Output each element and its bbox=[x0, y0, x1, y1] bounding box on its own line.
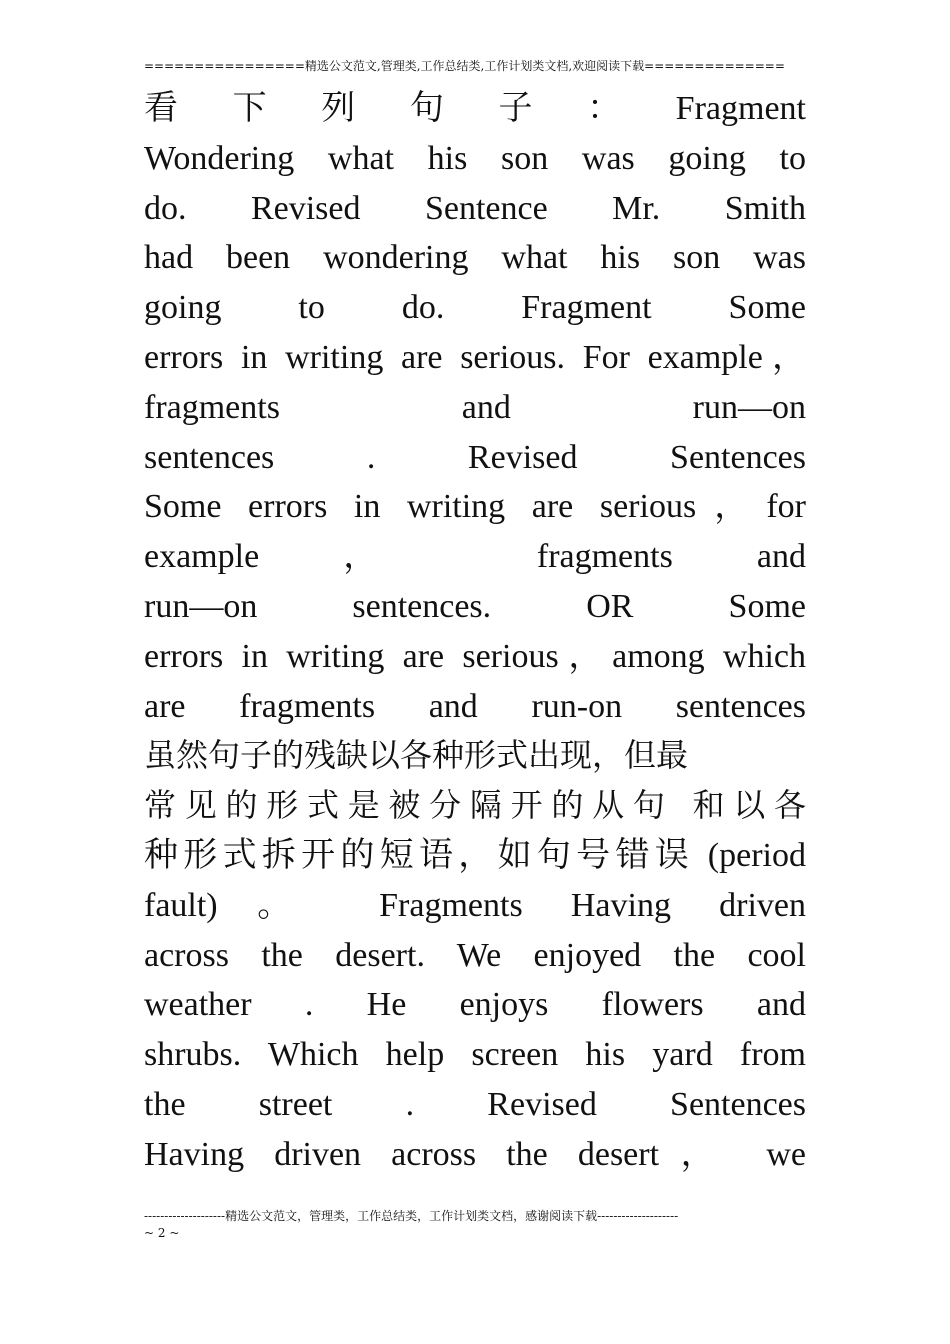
text-line: 虽然句子的残缺以各种形式出现，但最 bbox=[144, 736, 689, 775]
text-line: the street . Revised Sentences bbox=[144, 1085, 806, 1123]
text-line: going to do. Fragment Some bbox=[144, 289, 806, 327]
text-line: 看 下 列 句 子 ： Fragment bbox=[144, 90, 806, 127]
text-line: errors in writing are serious，among which bbox=[144, 637, 806, 675]
document-body bbox=[144, 84, 806, 1180]
text-line: example ， fragments and bbox=[144, 538, 806, 576]
page-header: ================精选公文范文,管理类,工作总结类,工作计划类文档,欢迎阅读下载============== bbox=[144, 59, 785, 73]
text-line: 常见的形式是被分隔开的从句 和以各 bbox=[144, 786, 806, 825]
page-footer: --------------------精选公文范文，管理类，工作总结类，工作计划类文档，感谢阅读下载-------------------- bbox=[144, 1209, 679, 1223]
text-line: Having driven across the desert， we bbox=[144, 1135, 806, 1173]
text-line: fault)。 Fragments Having driven bbox=[144, 886, 806, 924]
text-line: had been wondering what his son was bbox=[144, 239, 806, 277]
text-line: shrubs. Which help screen his yard from bbox=[144, 1036, 806, 1074]
text-line: are fragments and run-on sentences bbox=[144, 687, 806, 725]
text-line: across the desert. We enjoyed the cool bbox=[144, 936, 806, 974]
page-number: ~ 2 ~ bbox=[144, 1226, 180, 1240]
text-line: Some errors in writing are serious，for bbox=[144, 488, 806, 526]
text-line: do. Revised Sentence Mr. Smith bbox=[144, 189, 806, 227]
text-line: fragments and run—on bbox=[144, 388, 806, 426]
text-line: sentences . Revised Sentences bbox=[144, 438, 806, 476]
text-line: Wondering what his son was going to bbox=[144, 139, 806, 177]
text-line: errors in writing are serious. For example， bbox=[144, 338, 806, 376]
text-line: run—on sentences. OR Some bbox=[144, 587, 806, 625]
text-line: 种形式拆开的短语，如句号错误 (period bbox=[144, 836, 806, 874]
text-line: weather . He enjoys flowers and bbox=[144, 986, 806, 1024]
